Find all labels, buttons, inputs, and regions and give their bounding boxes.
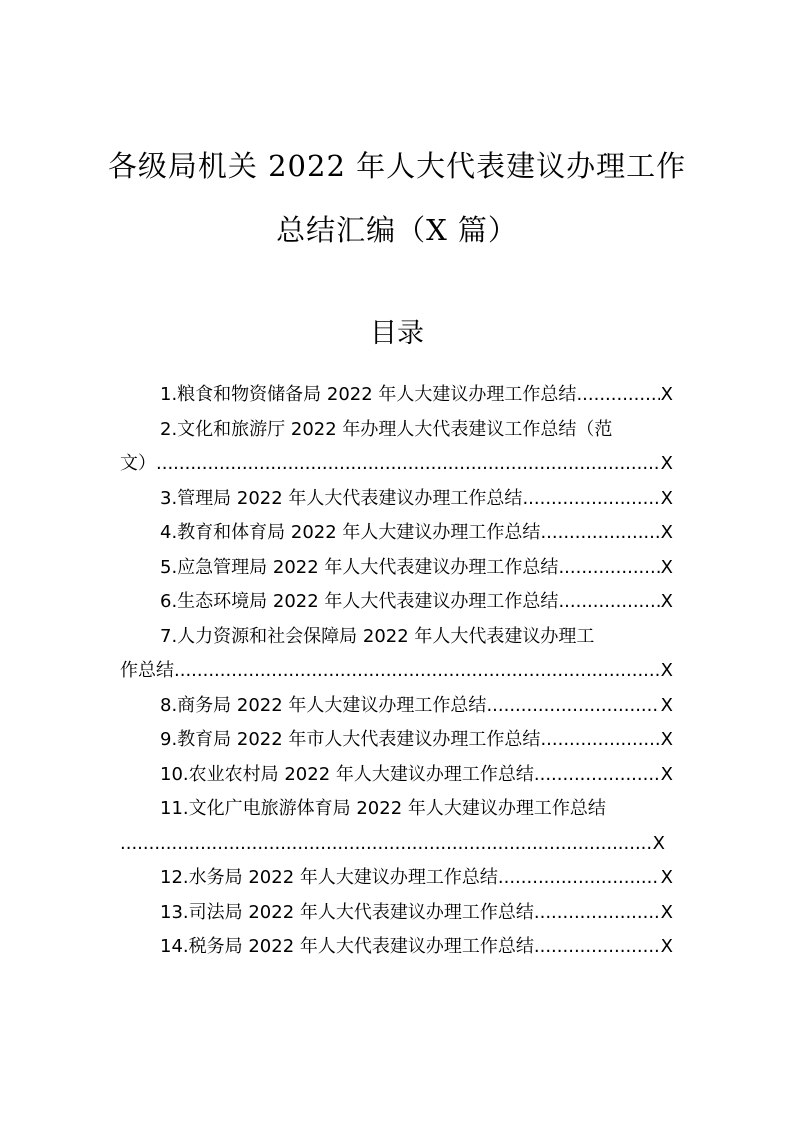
dot-leader bbox=[156, 447, 660, 482]
toc-entry-title: 12.水务局 2022 年人大建议办理工作总结 bbox=[160, 867, 498, 888]
toc-entry-title: 9.教育局 2022 年市人大代表建议办理工作总结 bbox=[160, 729, 541, 750]
toc-page-number: X bbox=[660, 763, 673, 785]
toc-entry-title: 1.粮食和物资储备局 2022 年人大建议办理工作总结 bbox=[160, 384, 577, 405]
dot-leader bbox=[120, 827, 652, 862]
toc-page-number: X bbox=[660, 522, 673, 543]
dot-leader bbox=[486, 689, 659, 724]
toc-entry-title: 8.商务局 2022 年人大建议办理工作总结 bbox=[160, 694, 487, 716]
toc-page-number: X bbox=[652, 832, 665, 854]
toc-entry-6[interactable] bbox=[120, 585, 673, 620]
toc-entry-11[interactable] bbox=[120, 792, 673, 861]
dot-leader bbox=[174, 654, 660, 689]
dot-leader bbox=[534, 896, 660, 931]
toc-entry-12[interactable] bbox=[120, 861, 673, 896]
toc-page-number: X bbox=[660, 556, 673, 578]
toc-entry-14[interactable] bbox=[120, 930, 673, 965]
document-title-line-1: 各级局机关 2022 年人大代表建议办理工作 bbox=[107, 149, 687, 183]
toc-page-number: X bbox=[660, 729, 673, 750]
table-of-contents bbox=[120, 378, 673, 965]
toc-entry-title: 5.应急管理局 2022 年人大代表建议办理工作总结 bbox=[160, 556, 559, 578]
dot-leader bbox=[558, 551, 659, 586]
toc-entry-title: 10.农业农村局 2022 年人大建议办理工作总结 bbox=[160, 763, 534, 785]
toc-page-number: X bbox=[660, 867, 673, 888]
toc-heading: 目录 bbox=[370, 318, 424, 349]
toc-page-number: X bbox=[660, 660, 673, 681]
toc-entry-title: 2.文化和旅游厅 2022 年办理人大代表建议工作总结（范 bbox=[160, 418, 613, 440]
toc-entry-2[interactable] bbox=[120, 413, 673, 482]
toc-entry-10[interactable] bbox=[120, 758, 673, 793]
toc-entry-1[interactable] bbox=[120, 378, 673, 413]
dot-leader bbox=[576, 378, 659, 413]
toc-page-number: X bbox=[660, 591, 673, 612]
toc-entry-13[interactable] bbox=[120, 896, 673, 931]
dot-leader bbox=[534, 930, 660, 965]
toc-page-number: X bbox=[660, 453, 673, 474]
toc-entry-8[interactable] bbox=[120, 689, 673, 724]
toc-entry-4[interactable] bbox=[120, 516, 673, 551]
dot-leader bbox=[540, 723, 659, 758]
toc-entry-title-continuation: 作总结 bbox=[120, 660, 174, 681]
toc-entry-title: 6.生态环境局 2022 年人大代表建议办理工作总结 bbox=[160, 591, 559, 612]
toc-entry-title: 4.教育和体育局 2022 年人大建议办理工作总结 bbox=[160, 522, 541, 543]
dot-leader bbox=[558, 585, 659, 620]
toc-entry-title-continuation: 文） bbox=[120, 453, 156, 474]
toc-entry-9[interactable] bbox=[120, 723, 673, 758]
dot-leader bbox=[540, 516, 659, 551]
toc-entry-7[interactable] bbox=[120, 620, 673, 689]
toc-entry-title: 14.税务局 2022 年人大代表建议办理工作总结 bbox=[160, 936, 534, 957]
toc-entry-title: 13.司法局 2022 年人大代表建议办理工作总结 bbox=[160, 901, 534, 923]
toc-entry-title: 3.管理局 2022 年人大代表建议办理工作总结 bbox=[160, 487, 523, 509]
dot-leader bbox=[498, 861, 660, 896]
toc-entry-title: 7.人力资源和社会保障局 2022 年人大代表建议办理工 bbox=[160, 625, 595, 647]
toc-page-number: X bbox=[660, 384, 673, 405]
dot-leader bbox=[522, 482, 659, 517]
toc-entry-title: 11.文化广电旅游体育局 2022 年人大建议办理工作总结 bbox=[160, 798, 606, 819]
toc-entry-3[interactable] bbox=[120, 482, 673, 517]
dot-leader bbox=[534, 758, 660, 793]
toc-page-number: X bbox=[660, 936, 673, 957]
document-title-line-2: 总结汇编（X 篇） bbox=[276, 213, 518, 247]
toc-page-number: X bbox=[660, 901, 673, 923]
toc-entry-5[interactable] bbox=[120, 551, 673, 586]
toc-page-number: X bbox=[660, 487, 673, 509]
toc-page-number: X bbox=[660, 694, 673, 716]
